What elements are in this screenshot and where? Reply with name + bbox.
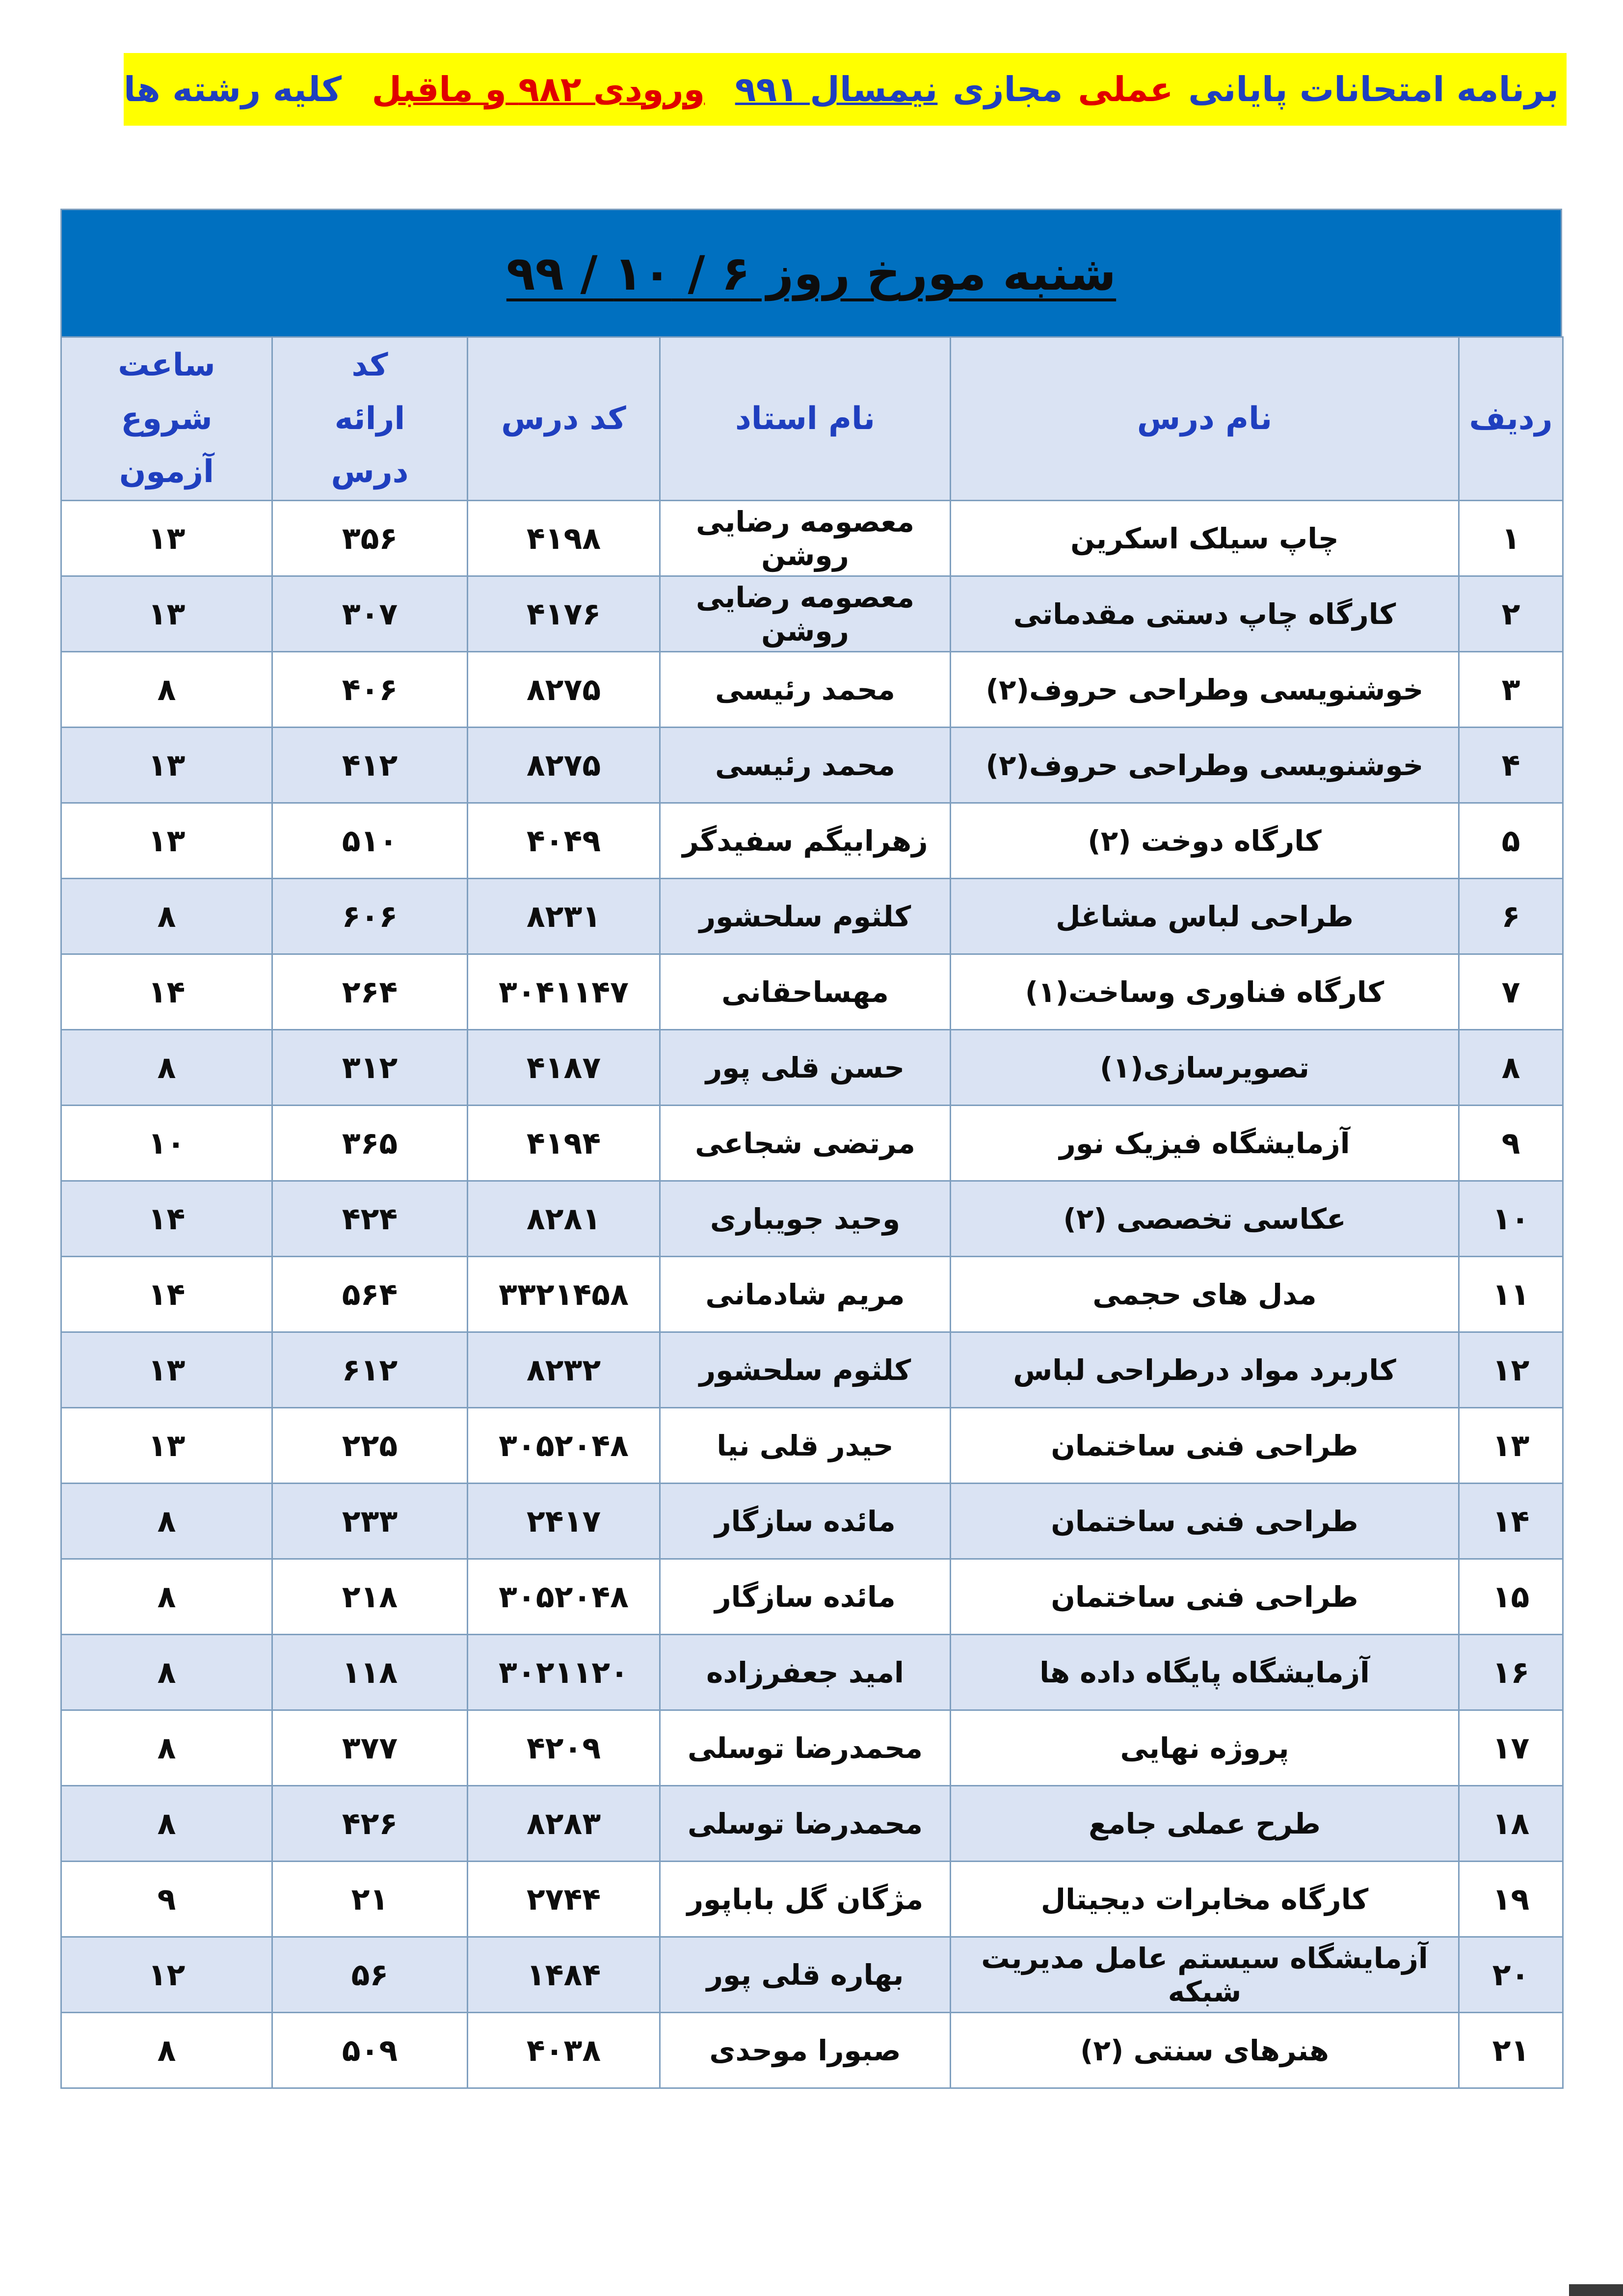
cell-teacher-name: کلثوم سلحشور — [660, 1332, 951, 1408]
cell-offer-code: ۲۱۸ — [272, 1559, 468, 1635]
cell-teacher-name: محمدرضا توسلی — [660, 1786, 951, 1862]
table-row — [61, 954, 1563, 1030]
cell-start-time: ۸ — [61, 1484, 272, 1559]
cell-teacher-name: زهرابیگم سفیدگر — [660, 803, 951, 879]
cell-offer-code: ۱۱۸ — [272, 1635, 468, 1710]
cell-offer-code: ۳۷۷ — [272, 1710, 468, 1786]
header-row-number: ردیف — [1459, 337, 1563, 501]
cell-teacher-name: محمدرضا توسلی — [660, 1710, 951, 1786]
header-teacher-name: نام استاد — [660, 337, 951, 501]
cell-course-name: خوشنویسی وطراحی حروف(۲) — [951, 728, 1459, 803]
cell-teacher-name: وحید جویباری — [660, 1181, 951, 1257]
cell-teacher-name: امید جعفرزاده — [660, 1635, 951, 1710]
cell-course-name: عکاسی تخصصی (۲) — [951, 1181, 1459, 1257]
cell-row-number: ۶ — [1459, 879, 1563, 954]
cell-course-code: ۱۴۸۴ — [468, 1937, 660, 2013]
cell-row-number: ۱۷ — [1459, 1710, 1563, 1786]
cell-start-time: ۸ — [61, 2013, 272, 2088]
cell-row-number: ۱ — [1459, 501, 1563, 576]
cell-offer-code: ۳۵۶ — [272, 501, 468, 576]
cell-row-number: ۳ — [1459, 652, 1563, 728]
cell-offer-code: ۴۲۶ — [272, 1786, 468, 1862]
cell-teacher-name: مائده سازگار — [660, 1559, 951, 1635]
cell-start-time: ۱۳ — [61, 501, 272, 576]
cell-course-name: طراحی فنی ساختمان — [951, 1408, 1459, 1484]
cell-course-name: آزمایشگاه پایگاه داده ها — [951, 1635, 1459, 1710]
cell-course-name: آزمایشگاه فیزیک نور — [951, 1106, 1459, 1181]
schedule-table — [60, 336, 1564, 2089]
cell-course-name: مدل های حجمی — [951, 1257, 1459, 1332]
cell-row-number: ۱۴ — [1459, 1484, 1563, 1559]
cell-course-code: ۴۰۴۹ — [468, 803, 660, 879]
title-part-4: نیمسال ۹۹۱ — [735, 69, 938, 109]
cell-row-number: ۴ — [1459, 728, 1563, 803]
title-part-6: کلیه رشته ها — [124, 69, 342, 109]
cell-teacher-name: مهساحقانی — [660, 954, 951, 1030]
table-row — [61, 1106, 1563, 1181]
cell-course-name: طراحی فنی ساختمان — [951, 1484, 1459, 1559]
cell-row-number: ۵ — [1459, 803, 1563, 879]
corner-watermark — [1569, 2284, 1623, 2296]
cell-course-code: ۳۰۵۲۰۴۸ — [468, 1559, 660, 1635]
cell-course-code: ۴۱۸۷ — [468, 1030, 660, 1106]
cell-teacher-name: حسن قلی پور — [660, 1030, 951, 1106]
cell-row-number: ۱۱ — [1459, 1257, 1563, 1332]
cell-course-code: ۴۲۰۹ — [468, 1710, 660, 1786]
cell-teacher-name: محمد رئیسی — [660, 728, 951, 803]
cell-start-time: ۱۳ — [61, 728, 272, 803]
cell-row-number: ۲۰ — [1459, 1937, 1563, 2013]
title-part-5: ورودی ۹۸۲ و ماقبل — [372, 69, 705, 109]
table-row — [61, 1559, 1563, 1635]
cell-row-number: ۱۹ — [1459, 1862, 1563, 1937]
cell-row-number: ۱۶ — [1459, 1635, 1563, 1710]
cell-course-code: ۴۱۹۴ — [468, 1106, 660, 1181]
table-row — [61, 879, 1563, 954]
date-banner-text: شنبه مورخ روز ۶ / ۱۰ / ۹۹ — [506, 245, 1117, 301]
cell-offer-code: ۴۱۲ — [272, 728, 468, 803]
cell-course-name: طراحی لباس مشاغل — [951, 879, 1459, 954]
cell-course-name: تصویرسازی(۱) — [951, 1030, 1459, 1106]
cell-course-code: ۳۳۲۱۴۵۸ — [468, 1257, 660, 1332]
cell-row-number: ۱۵ — [1459, 1559, 1563, 1635]
table-row — [61, 2013, 1563, 2088]
cell-course-name: کاربرد مواد درطراحی لباس — [951, 1332, 1459, 1408]
header-course-code: کد درس — [468, 337, 660, 501]
cell-offer-code: ۳۰۷ — [272, 576, 468, 652]
cell-course-name: کارگاه دوخت (۲) — [951, 803, 1459, 879]
cell-offer-code: ۲۳۳ — [272, 1484, 468, 1559]
cell-start-time: ۸ — [61, 1559, 272, 1635]
cell-course-code: ۸۲۷۵ — [468, 652, 660, 728]
header-offer-code — [272, 337, 468, 501]
cell-course-name: هنرهای سنتی (۲) — [951, 2013, 1459, 2088]
cell-teacher-name: مریم شادمانی — [660, 1257, 951, 1332]
cell-start-time: ۱۳ — [61, 803, 272, 879]
cell-course-name: چاپ سیلک اسکرین — [951, 501, 1459, 576]
cell-start-time: ۹ — [61, 1862, 272, 1937]
cell-offer-code: ۳۱۲ — [272, 1030, 468, 1106]
table-row — [61, 576, 1563, 652]
cell-course-code: ۳۰۲۱۱۲۰ — [468, 1635, 660, 1710]
cell-course-code: ۳۰۵۲۰۴۸ — [468, 1408, 660, 1484]
cell-course-name: پروژه نهایی — [951, 1710, 1459, 1786]
cell-offer-code: ۶۰۶ — [272, 879, 468, 954]
cell-row-number: ۲ — [1459, 576, 1563, 652]
title-part-3: مجازی — [953, 69, 1063, 109]
cell-course-name: کارگاه فناوری وساخت(۱) — [951, 954, 1459, 1030]
cell-course-code: ۸۲۷۵ — [468, 728, 660, 803]
table-row — [61, 1862, 1563, 1937]
cell-course-code: ۳۰۴۱۱۴۷ — [468, 954, 660, 1030]
cell-offer-code: ۲۱ — [272, 1862, 468, 1937]
table-row — [61, 1937, 1563, 2013]
cell-course-code: ۴۰۳۸ — [468, 2013, 660, 2088]
cell-teacher-name: معصومه رضایی روشن — [660, 576, 951, 652]
cell-course-code: ۴۱۷۶ — [468, 576, 660, 652]
cell-offer-code: ۲۶۴ — [272, 954, 468, 1030]
cell-course-code: ۸۲۳۲ — [468, 1332, 660, 1408]
cell-course-name: آزمایشگاه سیستم عامل مدیریت شبکه — [951, 1937, 1459, 2013]
cell-offer-code: ۳۶۵ — [272, 1106, 468, 1181]
table-row — [61, 1257, 1563, 1332]
cell-course-name: کارگاه چاپ دستی مقدماتی — [951, 576, 1459, 652]
cell-teacher-name: صبورا موحدی — [660, 2013, 951, 2088]
cell-row-number: ۹ — [1459, 1106, 1563, 1181]
cell-course-code: ۸۲۳۱ — [468, 879, 660, 954]
cell-offer-code: ۶۱۲ — [272, 1332, 468, 1408]
table-row — [61, 1408, 1563, 1484]
cell-offer-code: ۴۰۶ — [272, 652, 468, 728]
cell-course-code: ۸۲۸۳ — [468, 1786, 660, 1862]
cell-teacher-name: مائده سازگار — [660, 1484, 951, 1559]
cell-row-number: ۲۱ — [1459, 2013, 1563, 2088]
cell-start-time: ۸ — [61, 1710, 272, 1786]
cell-offer-code: ۵۱۰ — [272, 803, 468, 879]
date-banner — [60, 209, 1562, 336]
cell-offer-code: ۵۶۴ — [272, 1257, 468, 1332]
exam-schedule — [60, 209, 1562, 2089]
cell-start-time: ۱۳ — [61, 1408, 272, 1484]
table-body — [61, 501, 1563, 2088]
cell-course-code: ۲۴۱۷ — [468, 1484, 660, 1559]
table-row — [61, 728, 1563, 803]
cell-course-code: ۲۷۴۴ — [468, 1862, 660, 1937]
cell-teacher-name: محمد رئیسی — [660, 652, 951, 728]
header-offer-code-text: کد ارائه درس — [331, 347, 409, 490]
cell-row-number: ۱۲ — [1459, 1332, 1563, 1408]
cell-teacher-name: بهاره قلی پور — [660, 1937, 951, 2013]
cell-start-time: ۱۴ — [61, 1257, 272, 1332]
table-row — [61, 501, 1563, 576]
table-row — [61, 1484, 1563, 1559]
cell-teacher-name: حیدر قلی نیا — [660, 1408, 951, 1484]
table-row — [61, 1030, 1563, 1106]
cell-row-number: ۸ — [1459, 1030, 1563, 1106]
header-start-time-text: ساعت شروع آزمون — [118, 347, 215, 490]
cell-offer-code: ۲۲۵ — [272, 1408, 468, 1484]
header-start-time — [61, 337, 272, 501]
cell-row-number: ۱۰ — [1459, 1181, 1563, 1257]
cell-course-code: ۸۲۸۱ — [468, 1181, 660, 1257]
cell-start-time: ۱۰ — [61, 1106, 272, 1181]
cell-course-name: طرح عملی جامع — [951, 1786, 1459, 1862]
cell-course-name: طراحی فنی ساختمان — [951, 1559, 1459, 1635]
page-title — [124, 53, 1567, 126]
cell-row-number: ۷ — [1459, 954, 1563, 1030]
cell-row-number: ۱۸ — [1459, 1786, 1563, 1862]
header-course-name: نام درس — [951, 337, 1459, 501]
cell-start-time: ۱۳ — [61, 576, 272, 652]
cell-course-code: ۴۱۹۸ — [468, 501, 660, 576]
cell-course-name: خوشنویسی وطراحی حروف(۲) — [951, 652, 1459, 728]
cell-course-name: کارگاه مخابرات دیجیتال — [951, 1862, 1459, 1937]
cell-offer-code: ۵۰۹ — [272, 2013, 468, 2088]
table-row — [61, 1181, 1563, 1257]
table-row — [61, 652, 1563, 728]
cell-start-time: ۱۲ — [61, 1937, 272, 2013]
cell-teacher-name: مژگان گل باباپور — [660, 1862, 951, 1937]
cell-row-number: ۱۳ — [1459, 1408, 1563, 1484]
cell-teacher-name: مرتضی شجاعی — [660, 1106, 951, 1181]
cell-start-time: ۸ — [61, 1635, 272, 1710]
title-part-2: عملی — [1078, 69, 1173, 109]
cell-teacher-name: کلثوم سلحشور — [660, 879, 951, 954]
table-row — [61, 1786, 1563, 1862]
cell-start-time: ۱۴ — [61, 954, 272, 1030]
table-header-row — [61, 337, 1563, 501]
cell-offer-code: ۵۶ — [272, 1937, 468, 2013]
cell-start-time: ۸ — [61, 1786, 272, 1862]
table-row — [61, 1332, 1563, 1408]
table-row — [61, 1710, 1563, 1786]
table-row — [61, 803, 1563, 879]
cell-start-time: ۸ — [61, 652, 272, 728]
cell-start-time: ۱۳ — [61, 1332, 272, 1408]
table-row — [61, 1635, 1563, 1710]
cell-offer-code: ۴۲۴ — [272, 1181, 468, 1257]
cell-teacher-name: معصومه رضایی روشن — [660, 501, 951, 576]
cell-start-time: ۸ — [61, 1030, 272, 1106]
cell-start-time: ۱۴ — [61, 1181, 272, 1257]
cell-start-time: ۸ — [61, 879, 272, 954]
title-part-1: برنامه امتحانات پایانی — [1188, 69, 1559, 109]
